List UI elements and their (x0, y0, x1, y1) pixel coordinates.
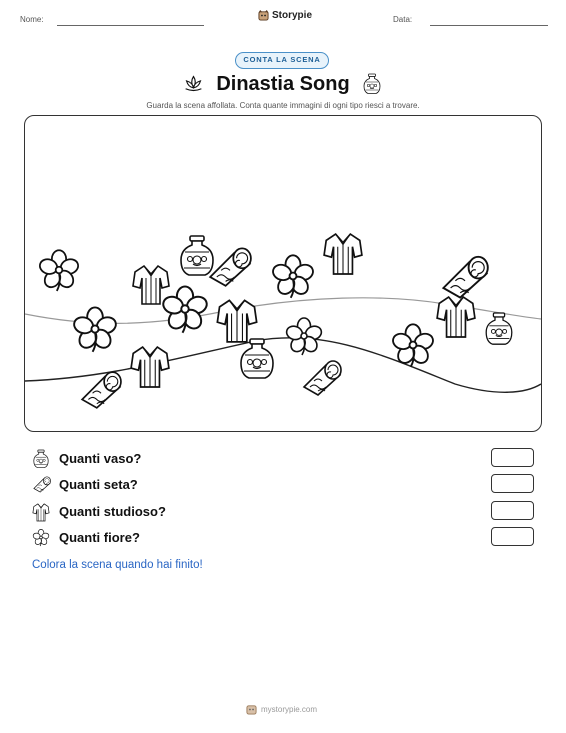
vase-icon (181, 236, 213, 275)
brand (258, 10, 312, 21)
robe-icon (324, 234, 362, 274)
brand-name: Storypie (272, 10, 313, 21)
name-label: Nome: (20, 15, 44, 24)
coloring-instruction: Colora la scena quando hai finito! (32, 559, 203, 571)
date-field[interactable] (430, 25, 548, 26)
flower-icon (32, 528, 50, 547)
robe-icon (131, 347, 169, 387)
flower-icon (271, 255, 315, 298)
vase-icon (362, 73, 382, 95)
question-row-flower (32, 528, 534, 548)
activity-badge: CONTA LA SCENA (235, 52, 329, 69)
question-text: Quanti seta? (59, 477, 138, 492)
question-row-vase (32, 449, 534, 469)
instructions: Guarda la scena affollata. Conta quante immagini di ogni tipo riesci a trovare. (146, 101, 420, 110)
question-text: Quanti vaso? (59, 451, 142, 466)
vase-icon (486, 313, 512, 344)
answer-box[interactable] (491, 474, 534, 493)
vase-icon (32, 449, 50, 469)
footer-url[interactable]: mystorypie.com (261, 705, 318, 714)
footer (246, 704, 317, 715)
question-text: Quanti studioso? (59, 504, 166, 519)
brand-logo-icon (246, 704, 257, 715)
robe-icon (217, 300, 256, 341)
brand-logo-icon (258, 10, 269, 21)
date-label: Data: (393, 15, 413, 24)
vase-icon (241, 339, 273, 378)
silk-scroll-icon (32, 475, 52, 493)
robe-icon (32, 502, 50, 522)
silk-scroll-icon (304, 361, 341, 395)
robe-icon (437, 297, 475, 337)
answer-box[interactable] (491, 527, 534, 546)
silk-scroll-icon (82, 372, 121, 408)
question-row-scholar (32, 502, 534, 522)
flower-icon (38, 250, 80, 291)
answer-box[interactable] (491, 448, 534, 467)
name-field[interactable] (57, 25, 204, 26)
question-text: Quanti fiore? (59, 530, 140, 545)
answer-box[interactable] (491, 501, 534, 520)
flower-icon (161, 287, 209, 333)
robe-icon (133, 266, 169, 304)
silk-scroll-icon (443, 257, 487, 298)
page-title: Dinastia Song (216, 73, 350, 95)
silk-scroll-icon (210, 248, 251, 285)
flower-icon (285, 318, 323, 355)
question-row-silk (32, 475, 534, 495)
counting-scene (24, 115, 542, 432)
flower-icon (72, 307, 118, 351)
